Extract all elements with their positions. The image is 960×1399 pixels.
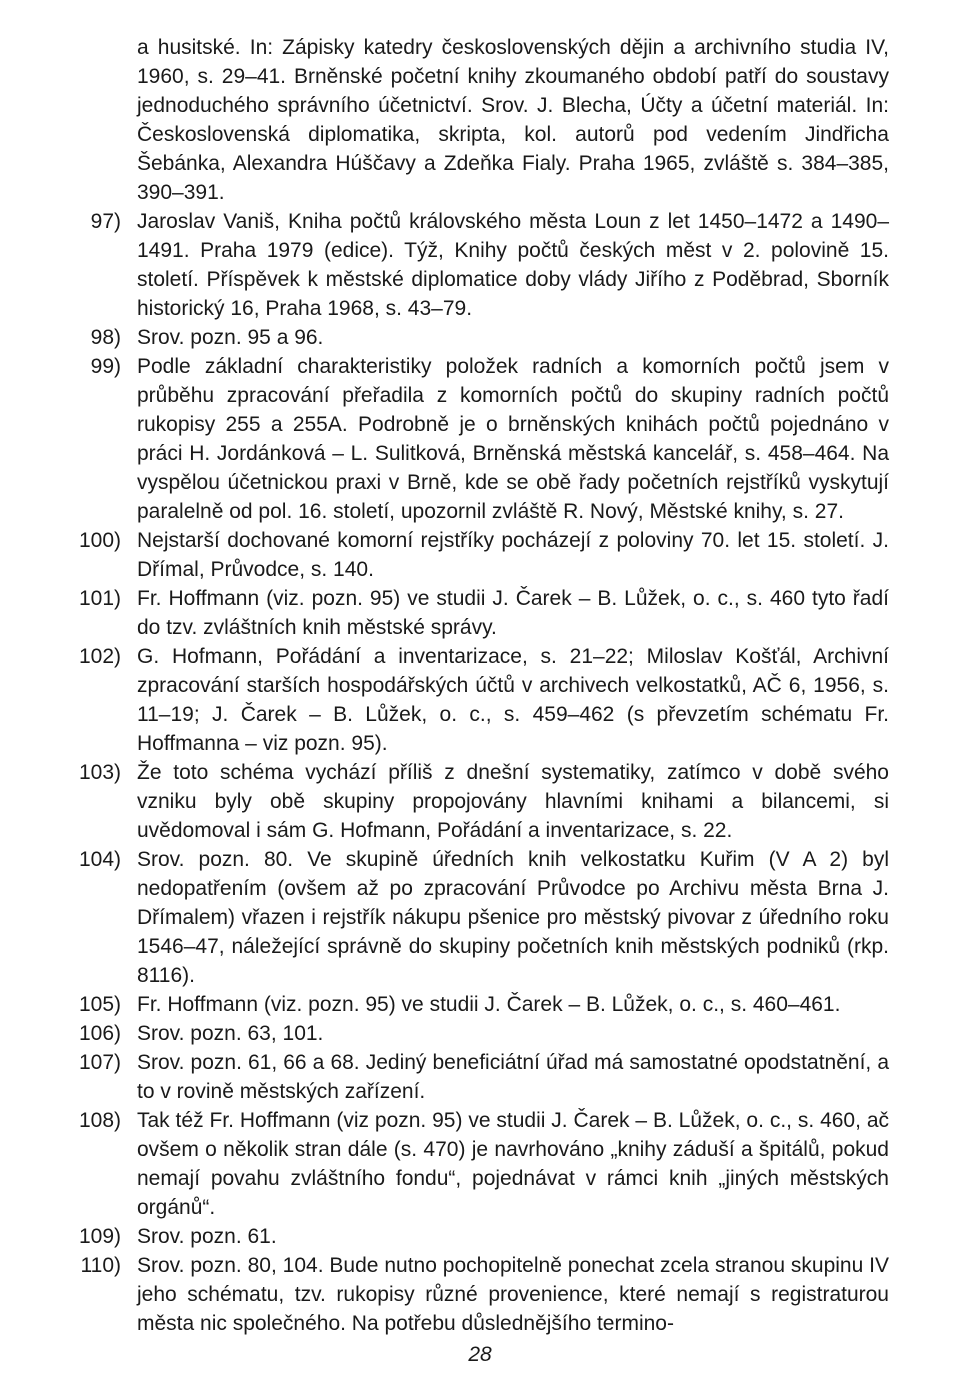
footnote-text: Srov. pozn. 80. Ve skupině úředních knih velkostatku Kuřim (V A 2) byl nedopatřením (ovšem až po zpracování Průvodce po Archivu města Brna J. Dřímalem) vřazen i rejstřík nákupu pšenice pro městský pivovar z úředního roku 1546–47, náležející správně do skupiny početních knih městských podniků (rkp. 8116).: [137, 848, 889, 987]
footnote-97: [0, 207, 960, 323]
footnote-text: Podle základní charakteristiky položek radních a komorních počtů jsem v průběhu zpracování přeřadila z komorních počtů do skupiny radních počtů rukopisy 255 a 255A. Podrobně je o brněnských knihách počtů pojednáno v práci H. Jordánková – L. Sulitková, Brněnská městská kancelář, s. 458–464. Na vyspělou účetnickou praxi v Brně, kde se obě řady početních rejstříků vyskytují paralelně od pol. 16. století, upozornil zvláště R. Nový, Městské knihy, s. 27.: [137, 355, 889, 523]
footnote-101: [0, 584, 960, 642]
footnote-number: 98): [90, 326, 121, 349]
footnote-106: [0, 1019, 960, 1048]
footnote-105: [0, 990, 960, 1019]
footnote-100: [0, 526, 960, 584]
footnote-text: Že toto schéma vychází příliš z dnešní systematiky, zatímco v době svého vzniku byly obě skupiny propojovány hlavními knihami a bilancemi, si uvědomoval i sám G. Hofmann, Pořádání a inventarizace, s. 22.: [137, 761, 889, 842]
footnote-text: Srov. pozn. 63, 101.: [137, 1022, 324, 1045]
footnote-98: [0, 323, 960, 352]
footnote-number: 107): [78, 1051, 121, 1074]
footnote-107: [0, 1048, 960, 1106]
footnote-text: Srov. pozn. 80, 104. Bude nutno pochopitelně ponechat zcela stranou skupinu IV jeho schématu, tzv. rukopisy různé provenience, které nemají s registraturou města nic společného. Na potřebu důslednějšího termino-: [137, 1254, 889, 1335]
footnote-text: Srov. pozn. 61, 66 a 68. Jediný beneficiátní úřad má samostatné opodstatnění, a to v rovině městských zařízení.: [137, 1051, 889, 1103]
footnote-number: 103): [78, 761, 121, 784]
footnote-99: [0, 352, 960, 526]
footnote-108: [0, 1106, 960, 1222]
footnote-text: Fr. Hoffmann (viz. pozn. 95) ve studii J. Čarek – B. Lůžek, o. c., s. 460 tyto řadí do tzv. zvláštních knih městské správy.: [137, 587, 889, 639]
footnote-number: 100): [78, 529, 121, 552]
footnote-number: 102): [78, 645, 121, 668]
footnote-103: [0, 758, 960, 845]
footnote-104: [0, 845, 960, 990]
footnote-number: 99): [90, 355, 121, 378]
footnote-number: 105): [78, 993, 121, 1016]
footnote-number: 110): [80, 1254, 121, 1277]
footnote-number: 101): [78, 587, 121, 610]
footnote-number: 104): [78, 848, 121, 871]
footnote-text: G. Hofmann, Pořádání a inventarizace, s. 21–22; Miloslav Košťál, Archivní zpracování starších hospodářských účtů v archivech velkostatků, AČ 6, 1956, s. 11–19; J. Čarek – B. Lůžek, o. c., s. 459–462 (s převzetím schématu Fr. Hoffmanna – viz pozn. 95).: [137, 645, 889, 755]
footnote-text: Srov. pozn. 61.: [137, 1225, 277, 1248]
footnote-text: Srov. pozn. 95 a 96.: [137, 326, 324, 349]
footnote-text: Nejstarší dochované komorní rejstříky pocházejí z poloviny 70. let 15. století. J. Dřímal, Průvodce, s. 140.: [137, 529, 889, 581]
footnote-text: a husitské. In: Zápisky katedry československých dějin a archivního studia IV, 1960, s. 29–41. Brněnské početní knihy zkoumaného období patří do soustavy jednoduchého správního účetnictví. Srov. J. Blecha, Účty a účetní materiál. In: Československá diplomatika, skripta, kol. autorů pod vedením Jindřicha Šebánka, Alexandra Húščavy a Zdeňka Fialy. Praha 1965, zvláště s. 384–385, 390–391.: [137, 36, 889, 204]
footnote-number: 108): [78, 1109, 121, 1132]
footnote-number: 97): [90, 210, 121, 233]
footnote-109: [0, 1222, 960, 1251]
footnote-text: Fr. Hoffmann (viz. pozn. 95) ve studii J. Čarek – B. Lůžek, o. c., s. 460–461.: [137, 993, 841, 1016]
footnote-text: Tak též Fr. Hoffmann (viz pozn. 95) ve studii J. Čarek – B. Lůžek, o. c., s. 460, ač ovšem o několik stran dále (s. 470) je navrhováno „knihy záduší a špitálů, pokud nemají povahu zvláštního fondu“, pojednávat v rámci knih „jiných městských orgánů“.: [137, 1109, 889, 1219]
footnote-number: 109): [78, 1225, 121, 1248]
footnote-number: 106): [78, 1022, 121, 1045]
footnote-102: [0, 642, 960, 758]
footnote-110: [0, 1251, 960, 1338]
footnote-text: Jaroslav Vaniš, Kniha počtů královského města Loun z let 1450–1472 a 1490–1491. Praha 1979 (edice). Týž, Knihy počtů českých měst v 2. polovině 15. století. Příspěvek k městské diplomatice doby vlády Jiřího z Poděbrad, Sborník historický 16, Praha 1968, s. 43–79.: [137, 210, 889, 320]
page-number: 28: [468, 1343, 492, 1366]
footnote-continuation: [0, 33, 960, 207]
footnotes: [0, 33, 960, 1338]
